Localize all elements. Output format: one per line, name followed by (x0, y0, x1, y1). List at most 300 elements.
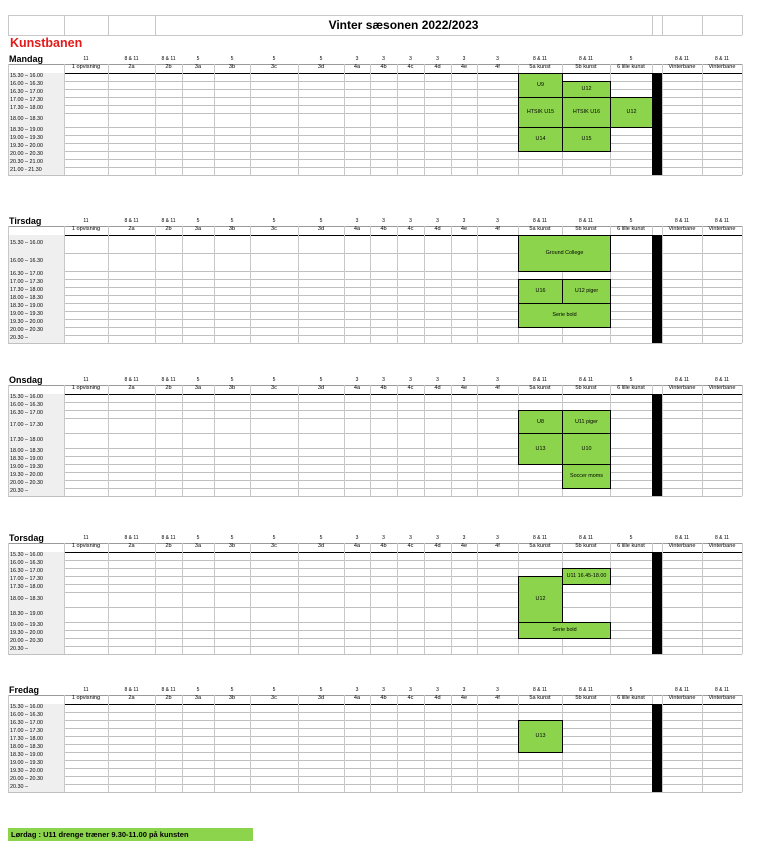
grid-line (652, 15, 653, 35)
grid-line (344, 385, 345, 496)
pitch-size-label: 3 (436, 56, 439, 62)
time-slot-label: 18.30 – 19.00 (10, 610, 43, 617)
pitch-name-label: 4e (460, 695, 468, 701)
pitch-name-label: 4b (380, 226, 387, 232)
time-slot-label: 16.30 – 17.00 (10, 410, 43, 416)
pitch-size-label: 8 & 11 (714, 56, 730, 62)
booking-label: U14 (535, 136, 546, 143)
pitch-size-label: 5 (272, 377, 276, 383)
pitch-size-label: 8 & 11 (714, 218, 730, 224)
grid-line (8, 135, 742, 136)
pitch-name-label: 4a (353, 695, 361, 701)
pitch-name-label: 4d (434, 226, 441, 232)
pitch-name-label: Vinterbane (668, 695, 696, 701)
grid-line (702, 695, 703, 792)
pitch-size-label: 3 (355, 218, 359, 224)
grid-line (8, 271, 742, 272)
pitch-name-label: 3d (317, 226, 325, 232)
time-slot-label: 16.00 – 16.30 (10, 258, 43, 264)
grid-line (702, 15, 703, 35)
grid-line (662, 64, 663, 175)
grid-line (298, 695, 299, 792)
pitch-size-label: 3 (355, 535, 359, 541)
day-name: Mandag (9, 54, 44, 64)
pitch-size-label: 5 (319, 218, 323, 224)
grid-line (742, 695, 743, 792)
booking-label: HTSIK U16 (572, 109, 601, 116)
pitch-size-label: 5 (629, 535, 633, 541)
pitch-name-label: 3d (317, 385, 325, 391)
pitch-size-label: 5 (272, 535, 276, 541)
booking-label: U12 piger (574, 288, 599, 295)
pitch-size-label: 5 (629, 687, 633, 693)
grid-line (8, 712, 742, 713)
grid-line (397, 543, 398, 654)
pitch-size-label: 3 (462, 535, 466, 541)
grid-line (451, 385, 452, 496)
pitch-size-label: 8 & 11 (674, 218, 690, 224)
grid-line (64, 226, 65, 343)
booking-block (562, 279, 611, 304)
divider-bar (652, 552, 662, 654)
booking-label: U12 (626, 109, 637, 116)
grid-line (8, 327, 742, 328)
pitch-name-label: 4b (380, 385, 387, 391)
pitch-size-label: 3 (496, 377, 499, 383)
time-slot-label: 17.00 – 17.30 (10, 728, 43, 734)
pitch-name-label: 4c (407, 226, 414, 232)
pitch-name-label: 3a (194, 226, 202, 232)
grid-line (424, 226, 425, 343)
pitch-size-label: 5 (196, 535, 200, 541)
pitch-size-label: 3 (436, 377, 439, 383)
time-slot-label: 20.00 – 20.30 (10, 776, 43, 782)
pitch-size-label: 3 (496, 218, 499, 224)
booking-block (562, 568, 611, 585)
pitch-name-label: 1 opvisning (71, 695, 101, 701)
booking-label: U11 piger (575, 418, 598, 425)
pitch-size-label: 3 (382, 687, 385, 693)
grid-line (370, 64, 371, 175)
grid-line (8, 720, 742, 721)
time-slot-label: 19.00 – 19.30 (10, 760, 43, 766)
time-slot-label: 17.00 – 17.30 (10, 97, 43, 103)
pitch-name-label: 5a kunst (529, 385, 551, 391)
grid-line (182, 385, 183, 496)
grid-line (214, 543, 215, 654)
grid-line (8, 433, 742, 434)
pitch-size-label: 8 & 11 (578, 218, 594, 224)
pitch-name-label: Vinterbane (708, 695, 736, 701)
pitch-name-label: 4c (407, 695, 414, 701)
grid-line (8, 335, 742, 336)
grid-line (8, 64, 9, 175)
booking-label: Serie bold (552, 627, 577, 634)
pitch-name-label: Vinterbane (708, 543, 736, 549)
grid-line (64, 64, 65, 175)
pitch-name-label: 3a (194, 695, 202, 701)
grid-line (8, 175, 742, 176)
grid-line (8, 728, 742, 729)
pitch-size-label: 3 (462, 218, 466, 224)
time-slot-label: 15.30 – 16.00 (10, 704, 43, 710)
time-slot-label: 18.00 – 18.30 (10, 595, 43, 602)
pitch-name-label: 3a (194, 543, 202, 549)
grid-line (8, 226, 9, 343)
grid-line (155, 385, 156, 496)
grid-line (8, 776, 742, 777)
pitch-name-label: 4f (495, 385, 500, 391)
booking-label: HTSIK U15 (526, 109, 555, 116)
pitch-size-label: 5 (230, 535, 234, 541)
pitch-size-label: 3 (436, 218, 439, 224)
pitch-name-label: 5b kunst (575, 226, 597, 232)
grid-line (8, 744, 742, 745)
time-slot-label: 16.00 – 16.30 (10, 402, 43, 408)
booking-block (518, 576, 563, 623)
pitch-size-label: 3 (382, 218, 385, 224)
day-name: Onsdag (9, 375, 43, 385)
grid-line (662, 695, 663, 792)
booking-label: U9 (537, 82, 544, 89)
booking-block (518, 235, 611, 272)
pitch-name-label: 4c (407, 385, 414, 391)
grid-line (662, 226, 663, 343)
pitch-size-label: 3 (409, 535, 412, 541)
grid-line (298, 64, 299, 175)
sheet-title: Vinter sæsonen 2022/2023 (328, 18, 479, 32)
pitch-size-label: 3 (496, 687, 499, 693)
grid-line (8, 456, 742, 457)
pitch-name-label: 2b (165, 64, 172, 70)
grid-line (8, 410, 742, 411)
grid-line (451, 226, 452, 343)
pitch-size-label: 8 & 11 (532, 377, 548, 383)
pitch-name-label: 3a (194, 64, 202, 70)
time-slot-label: 20.30 – (10, 646, 28, 652)
pitch-size-label: 5 (196, 377, 200, 383)
booking-block (518, 97, 563, 128)
time-slot-label: 20.30 – (10, 488, 28, 494)
grid-line (250, 543, 251, 654)
pitch-size-label: 3 (462, 56, 466, 62)
booking-block (518, 410, 563, 434)
grid-line (8, 15, 9, 35)
pitch-name-label: 2b (165, 695, 172, 701)
booking-label: Ground College (545, 250, 584, 257)
time-slot-label: 19.30 – 20.00 (10, 319, 43, 325)
grid-line (8, 488, 742, 489)
pitch-size-label: 3 (496, 535, 499, 541)
pitch-name-label: 1 opvisning (71, 64, 101, 70)
booking-block (518, 622, 611, 639)
grid-line (8, 394, 742, 395)
time-slot-label: 17.30 – 18.00 (10, 287, 43, 293)
pitch-name-label: 4e (460, 543, 468, 549)
grid-line (182, 695, 183, 792)
pitch-size-label: 3 (355, 377, 359, 383)
pitch-name-label: Vinterbane (668, 385, 696, 391)
time-slot-label: 15.30 – 16.00 (10, 552, 43, 558)
pitch-size-label: 5 (230, 56, 234, 62)
grid-line (108, 226, 109, 343)
time-slot-label: 16.30 – 17.00 (10, 720, 43, 726)
pitch-name-label: 4c (407, 64, 414, 70)
time-slot-label: 21.00 - 21.30 (10, 167, 42, 173)
time-slot-label: 17.30 – 18.00 (10, 584, 43, 590)
grid-line (370, 385, 371, 496)
booking-label: U12 (535, 596, 546, 603)
grid-line (344, 543, 345, 654)
pitch-name-label: 2b (165, 385, 172, 391)
grid-line (370, 543, 371, 654)
pitch-name-label: 5a kunst (529, 543, 551, 549)
pitch-size-label: 8 & 11 (161, 218, 176, 224)
pitch-size-label: 11 (83, 377, 89, 383)
pitch-size-label: 8 & 11 (161, 377, 176, 383)
pitch-size-label: 5 (319, 535, 323, 541)
pitch-name-label: 4f (495, 543, 500, 549)
pitch-size-label: 5 (629, 56, 633, 62)
grid-line (451, 695, 452, 792)
grid-line (298, 543, 299, 654)
grid-line (64, 695, 65, 792)
grid-line (344, 226, 345, 343)
booking-label: Serie bold (552, 312, 577, 319)
pitch-name-label: 4c (407, 543, 414, 549)
time-slot-label: 19.30 – 20.00 (10, 768, 43, 774)
time-slot-label: 18.30 – 19.00 (10, 303, 43, 309)
pitch-size-label: 3 (409, 56, 412, 62)
pitch-name-label: 4d (434, 385, 441, 391)
time-slot-label: 19.00 – 19.30 (10, 464, 43, 470)
time-slot-label: 18.30 – 19.00 (10, 456, 43, 462)
grid-line (477, 64, 478, 175)
grid-line (451, 543, 452, 654)
booking-label: U13 (535, 445, 546, 452)
time-slot-label: 16.30 – 17.00 (10, 271, 43, 277)
venue-title: Kunstbanen (10, 36, 83, 50)
pitch-name-label: 3b (228, 385, 236, 391)
grid-line (8, 784, 742, 785)
pitch-name-label: 4a (353, 543, 361, 549)
time-slot-label: 16.00 – 16.30 (10, 712, 43, 718)
pitch-name-label: 5a kunst (529, 695, 551, 701)
pitch-size-label: 5 (272, 687, 276, 693)
pitch-size-label: 8 & 11 (578, 535, 594, 541)
grid-line (8, 448, 742, 449)
pitch-size-label: 8 & 11 (161, 56, 176, 62)
grid-line (108, 15, 109, 35)
grid-line (477, 226, 478, 343)
time-slot-label: 15.30 – 16.00 (10, 394, 43, 400)
saturday-note (8, 828, 253, 841)
pitch-size-label: 5 (319, 687, 323, 693)
grid-line (155, 64, 156, 175)
grid-line (250, 695, 251, 792)
pitch-name-label: Vinterbane (668, 64, 696, 70)
time-slot-label: 19.30 – 20.00 (10, 143, 43, 149)
grid-line (370, 226, 371, 343)
time-slot-label: 17.00 – 17.30 (10, 576, 43, 582)
grid-line (702, 226, 703, 343)
grid-line (8, 343, 742, 344)
pitch-name-label: 3c (271, 64, 277, 70)
grid-line (8, 576, 742, 577)
grid-line (424, 64, 425, 175)
grid-line (477, 695, 478, 792)
grid-line (8, 695, 9, 792)
grid-line (397, 695, 398, 792)
pitch-name-label: 5b kunst (575, 64, 597, 70)
pitch-name-label: 2a (128, 64, 135, 70)
grid-line (8, 646, 742, 647)
pitch-size-label: 8 & 11 (714, 377, 730, 383)
booking-block (562, 97, 611, 128)
grid-line (662, 15, 663, 35)
pitch-size-label: 8 & 11 (532, 535, 548, 541)
pitch-size-label: 8 & 11 (578, 56, 594, 62)
pitch-size-label: 8 & 11 (161, 535, 176, 541)
grid-line (8, 630, 742, 631)
grid-line (8, 496, 742, 497)
pitch-name-label: 3c (271, 385, 277, 391)
pitch-name-label: 4f (495, 226, 500, 232)
pitch-size-label: 8 & 11 (124, 687, 139, 693)
pitch-size-label: 5 (196, 56, 200, 62)
pitch-name-label: 4f (495, 64, 500, 70)
pitch-name-label: 2a (128, 543, 135, 549)
time-slot-label: 18.00 – 18.30 (10, 744, 43, 750)
booking-label: Soccer moms (570, 473, 603, 480)
pitch-size-label: 8 & 11 (578, 687, 594, 693)
grid-line (298, 226, 299, 343)
pitch-name-label: 2a (128, 695, 135, 701)
grid-line (8, 552, 742, 553)
time-slot-label: 16.00 – 16.30 (10, 81, 43, 87)
pitch-name-label: 2b (165, 226, 172, 232)
time-slot-label: 20.30 – (10, 335, 28, 341)
time-slot-label: 20.00 – 20.30 (10, 151, 43, 157)
grid-line (250, 226, 251, 343)
pitch-size-label: 3 (355, 56, 359, 62)
pitch-name-label: 5a kunst (529, 64, 551, 70)
pitch-name-label: 3d (317, 64, 325, 70)
pitch-name-label: Vinterbane (708, 64, 736, 70)
time-slot-label: 19.00 – 19.30 (10, 311, 43, 317)
pitch-name-label: 4a (353, 226, 361, 232)
time-slot-label: 17.30 – 18.00 (10, 105, 43, 111)
grid-line (8, 279, 742, 280)
grid-line (108, 385, 109, 496)
pitch-name-label: 5b kunst (575, 385, 597, 391)
grid-line (182, 543, 183, 654)
grid-line (8, 464, 742, 465)
pitch-name-label: 3a (194, 385, 202, 391)
pitch-name-label: 5b kunst (575, 543, 597, 549)
time-slot-label: 18.30 – 19.00 (10, 127, 43, 133)
grid-line (8, 654, 742, 655)
grid-line (8, 568, 742, 569)
pitch-size-label: 3 (382, 377, 385, 383)
time-slot-label: 18.00 – 18.30 (10, 295, 43, 301)
pitch-name-label: Vinterbane (708, 226, 736, 232)
grid-line (8, 584, 742, 585)
booking-block (518, 279, 563, 304)
pitch-name-label: 4d (434, 695, 441, 701)
time-slot-label: 20.30 – (10, 784, 28, 790)
pitch-name-label: 2b (165, 543, 172, 549)
grid-line (8, 736, 742, 737)
grid-line (182, 64, 183, 175)
grid-line (8, 760, 742, 761)
booking-label: U16 (535, 288, 546, 295)
pitch-name-label: 4e (460, 385, 468, 391)
pitch-size-label: 5 (196, 218, 200, 224)
time-slot-label: 19.30 – 20.00 (10, 472, 43, 478)
booking-label: U12 (581, 86, 592, 93)
grid-line (8, 287, 742, 288)
pitch-size-label: 8 & 11 (124, 56, 139, 62)
time-slot-label: 16.30 – 17.00 (10, 568, 43, 574)
pitch-name-label: 3b (228, 543, 236, 549)
time-slot-label: 16.30 – 17.00 (10, 89, 43, 95)
grid-line (424, 385, 425, 496)
booking-label: U15 (581, 136, 592, 143)
grid-line (424, 695, 425, 792)
grid-line (742, 226, 743, 343)
divider-bar (652, 73, 662, 175)
time-slot-label: 20.30 – 21.00 (10, 159, 43, 165)
pitch-name-label: 6 lille kunst (617, 385, 645, 391)
pitch-size-label: 3 (409, 377, 412, 383)
pitch-name-label: Vinterbane (668, 226, 696, 232)
pitch-size-label: 3 (462, 687, 466, 693)
booking-block (562, 81, 611, 98)
pitch-size-label: 5 (230, 687, 234, 693)
grid-line (702, 543, 703, 654)
grid-line (424, 543, 425, 654)
grid-line (8, 472, 742, 473)
pitch-name-label: 3c (271, 543, 277, 549)
grid-line (8, 35, 742, 36)
grid-line (108, 64, 109, 175)
grid-line (8, 402, 742, 403)
grid-line (742, 15, 743, 35)
pitch-size-label: 3 (355, 687, 359, 693)
pitch-size-label: 8 & 11 (714, 687, 730, 693)
pitch-name-label: 3c (271, 695, 277, 701)
grid-line (344, 695, 345, 792)
grid-line (8, 15, 742, 16)
pitch-size-label: 3 (409, 218, 412, 224)
grid-line (8, 143, 742, 144)
grid-line (214, 695, 215, 792)
grid-line (8, 235, 742, 236)
grid-line (214, 385, 215, 496)
pitch-size-label: 8 & 11 (674, 687, 690, 693)
booking-label: U8 (537, 418, 544, 425)
pitch-size-label: 3 (382, 535, 385, 541)
pitch-name-label: 3c (271, 226, 277, 232)
pitch-name-label: Vinterbane (708, 385, 736, 391)
grid-line (397, 64, 398, 175)
grid-line (214, 64, 215, 175)
grid-line (397, 226, 398, 343)
time-slot-label: 17.30 – 18.00 (10, 736, 43, 742)
grid-line (8, 560, 742, 561)
grid-line (344, 64, 345, 175)
